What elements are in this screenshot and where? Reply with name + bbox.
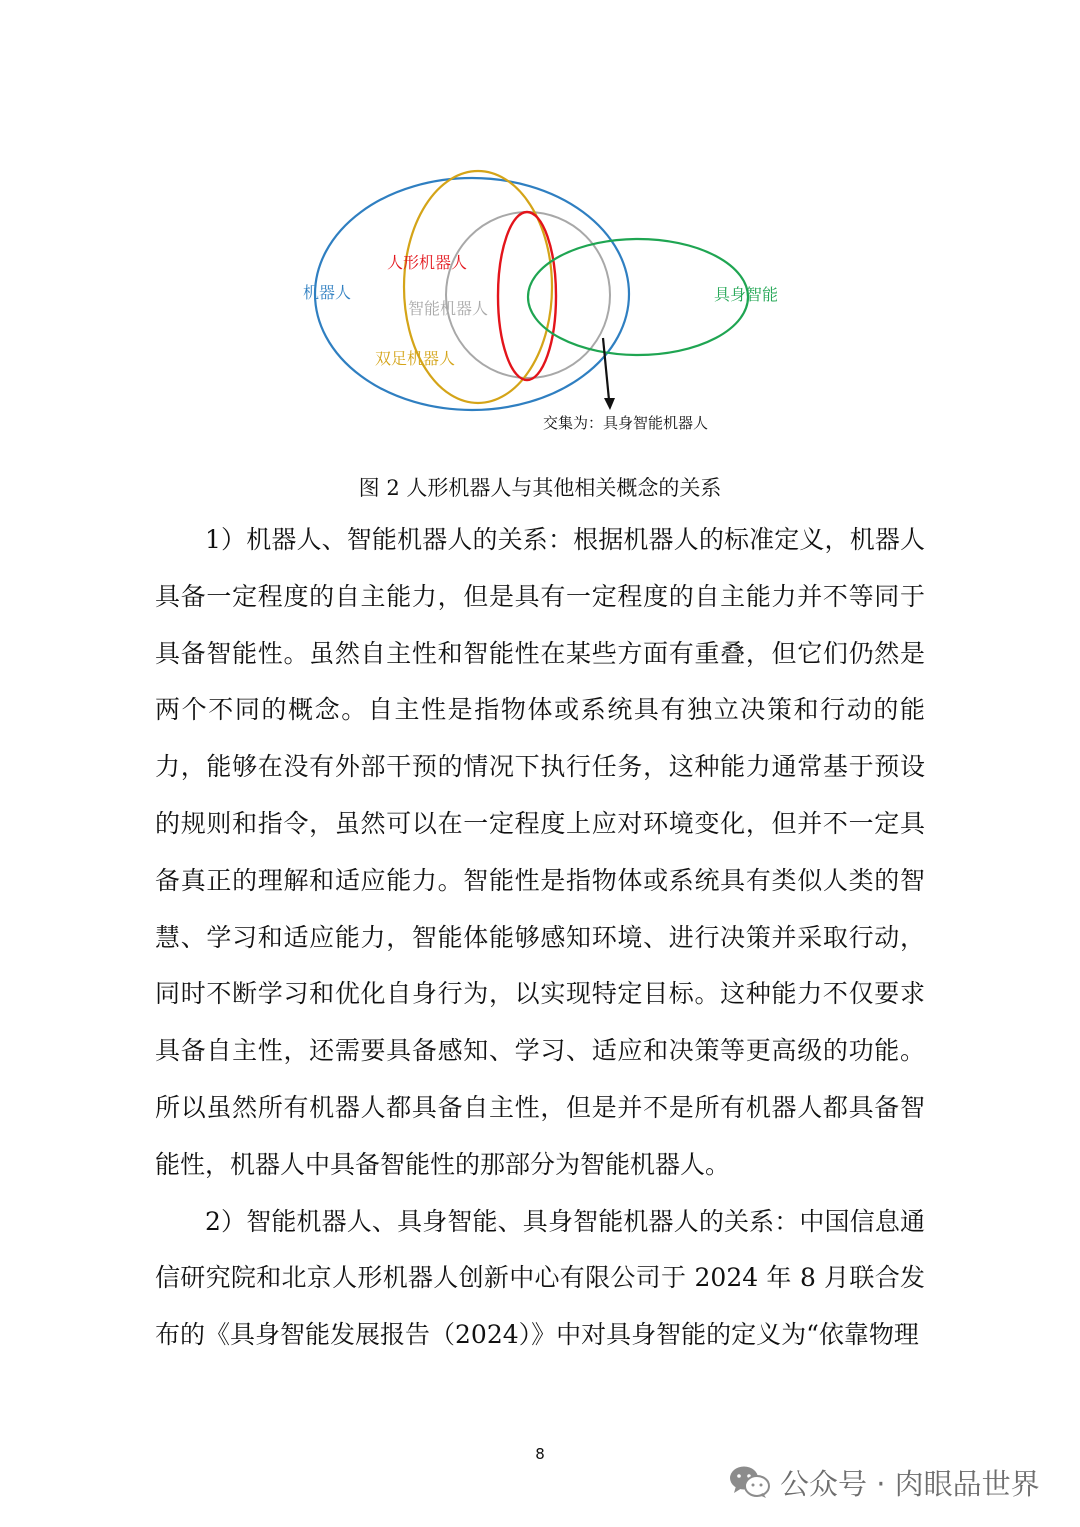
page-number: 8: [535, 1445, 545, 1463]
humanoid-label: 人形机器人: [387, 255, 468, 272]
embodied-label: 具身智能: [714, 287, 779, 304]
intelligent-robot-label: 智能机器人: [408, 301, 489, 318]
body-text: [155, 512, 925, 1364]
paragraph-1: 1）机器人、智能机器人的关系：根据机器人的标准定义，机器人具备一定程度的自主能力，但是具有一定程度的自主能力并不等同于具备智能性。虽然自主性和智能性在某些方面有重叠，但它们仍然是两个不同的概念。自主性是指物体或系统具有独立决策和行动的能力，能够在没有外部干预的情况下执行任务，这种能力通常基于预设的规则和指令，虽然可以在一定程度上应对环境变化，但并不一定具备真正的理解和适应能力。智能性是指物体或系统具有类似人类的智慧、学习和适应能力，智能体能够感知环境、进行决策并采取行动，同时不断学习和优化自身行为，以实现特定目标。这种能力不仅要求具备自主性，还需要具备感知、学习、适应和决策等更高级的功能。所以虽然所有机器人都具备自主性，但是并不是所有机器人都具备智能性，机器人中具备智能性的那部分为智能机器人。: [155, 525, 925, 1179]
paragraph-2: 2）智能机器人、具身智能、具身智能机器人的关系：中国信息通信研究院和北京人形机器人创新中心有限公司于 2024 年 8 月联合发布的《具身智能发展报告（2024）》中对具身智能的定义为“依靠物理: [155, 1206, 925, 1350]
biped-label: 双足机器人: [375, 351, 456, 368]
robot-ellipse: [315, 178, 629, 410]
figure-caption: 图 2 人形机器人与其他相关概念的关系: [358, 476, 722, 500]
watermark: [728, 1454, 1040, 1510]
intersection-label: 交集为：具身智能机器人: [543, 416, 709, 432]
intersection-arrow: [603, 338, 609, 400]
watermark-text: 公众号 · 肉眼品世界: [780, 1466, 1040, 1501]
wechat-icon: [728, 1464, 772, 1500]
concept-relationship-diagram: [0, 0, 1080, 470]
intersection-arrow-head: [604, 398, 615, 410]
robot-label: 机器人: [303, 285, 352, 302]
